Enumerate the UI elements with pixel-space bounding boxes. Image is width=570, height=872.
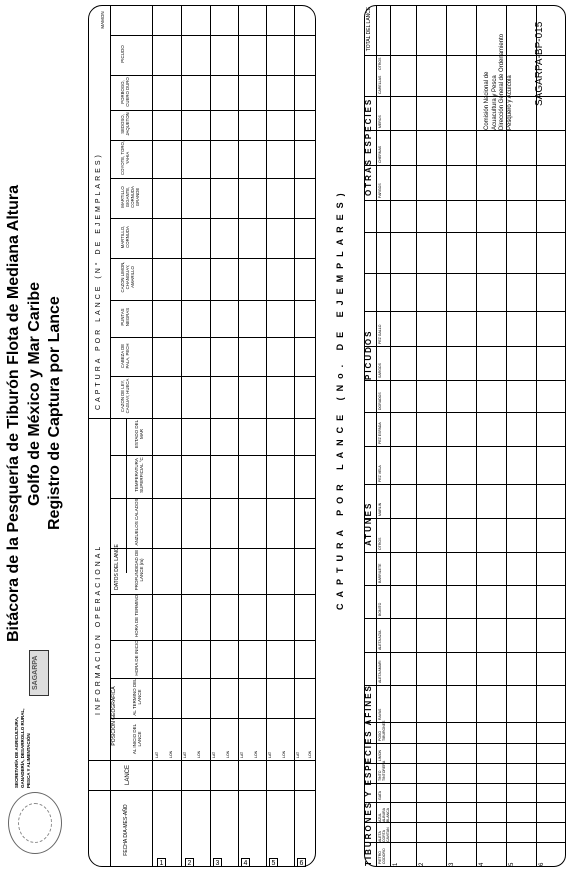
col-species: ALETA AMARI <box>378 660 382 683</box>
col-species: PEZ ESPADA <box>378 422 382 444</box>
col-species: PEZ GALLO <box>378 324 382 344</box>
lat-label: LAT <box>183 751 187 758</box>
col-species: MEROS <box>378 115 382 128</box>
lat-label: LAT <box>268 751 272 758</box>
col-total: TOTAL DEL LANCE <box>366 6 372 52</box>
col-species: CABEZA DE PALA, PECH <box>120 343 130 369</box>
col-al-termino: AL TERMINO DEL LANCE <box>132 678 142 716</box>
row-number: 5 <box>269 858 278 867</box>
col-species: POSO TIBURONES <box>378 720 386 741</box>
page-title: Bitácora de la Pesquería de Tiburón Flota de Mediana Altura <box>5 185 22 642</box>
col-species: LIMON <box>378 749 382 761</box>
row-number: 2 <box>419 862 425 866</box>
col-species: ALETA CORTA CAVITAN <box>378 827 390 842</box>
lat-label: LAT <box>240 751 244 758</box>
col-species: GATA <box>378 790 382 800</box>
col-estado-mar: ESTADO DEL MAR <box>134 419 144 449</box>
secretaria-line: GANADERÍA, DESARROLLO RURAL, <box>20 708 25 788</box>
col-al-inicio: AL INICIO DEL LANCE <box>132 723 142 755</box>
row-number: 6 <box>297 858 306 867</box>
col-species: OTROS <box>378 57 382 70</box>
col-species: SARGOS <box>378 363 382 378</box>
col-species: CAZON LIMON, CHANGUAY, AMARILLO <box>120 261 135 293</box>
lat-label: LAT <box>212 751 216 758</box>
lon-label: LON <box>169 750 173 758</box>
sagarpa-logo-text: SAGARPA <box>32 655 39 690</box>
commission-line: Dirección General de Ordenamiento <box>499 33 505 130</box>
col-species: CAZON DE LEY, CAGUAY, HUECA <box>120 378 130 414</box>
col-species: COYOTE, TORO, YAHIA <box>120 141 130 175</box>
section-captura: CAPTURA POR LANCE (N° DE EJEMPLARES) <box>95 152 102 410</box>
secretaria-line: PESCA Y ALIMENTACIÓN <box>26 733 31 788</box>
lat-label: LAT <box>296 751 300 758</box>
commission-line: Acuacultura y Pesca <box>491 75 498 130</box>
col-hora-inicio: HORA DE INICIO <box>134 640 139 676</box>
col-species: CHERNAS <box>378 145 382 163</box>
commission-line: Comisión Nacional de <box>484 71 490 130</box>
row-number: 1 <box>393 862 399 866</box>
lon-label: LON <box>197 750 201 758</box>
section-informacion: INFORMACION OPERACIONAL <box>95 543 102 715</box>
bottom-title: CAPTURA POR LANCE (No. DE EJEMPLARES) <box>335 187 345 610</box>
col-species: MARTILLO, CORNUDA <box>120 225 130 249</box>
commission-line: Pesquero y Acuícola <box>506 75 513 130</box>
page-subtitle: Golfo de México y Mar Caribe <box>26 281 43 506</box>
lon-label: LON <box>254 750 258 758</box>
col-fecha: FECHA DIA-MES-AÑO <box>123 804 129 856</box>
group-atunes: ATUNES <box>364 501 373 546</box>
col-species: PARGOS <box>378 183 382 198</box>
col-species: PUNTAS NEGRAS <box>120 307 130 327</box>
col-species: MAMON <box>100 11 105 29</box>
group-tiburones: TIBURONES Y ESPECIES AFINES <box>364 684 373 866</box>
col-temperatura: TEMPERATURA SUPERFICIAL °C <box>134 457 144 493</box>
form-code: SAGARPA-BP-015 <box>534 21 545 106</box>
col-hora-termino: HORA DE TERMINO <box>134 594 139 638</box>
col-species: PORBOGO, CUERO DURO <box>120 77 130 107</box>
row-number: 6 <box>539 862 545 866</box>
col-species: OTROS <box>378 537 382 550</box>
col-species: DORADOS <box>378 392 382 410</box>
col-species: PICUDO <box>120 45 125 63</box>
form-title: Registro de Captura por Lance <box>46 296 63 530</box>
group-otras: OTRAS ESPECIES <box>364 97 373 196</box>
secretaria-line: SECRETARÍA DE AGRICULTURA, <box>14 716 19 788</box>
col-species: BONITO <box>378 602 382 616</box>
col-profundidad: PROFUNDIDAD DE LANCE (m) <box>134 549 144 591</box>
col-species: ALETA AZUL <box>378 629 382 650</box>
col-lance: LANCE <box>125 765 131 786</box>
col-species: MARLIN <box>378 502 382 516</box>
lon-label: LON <box>226 750 230 758</box>
row-number: 2 <box>185 858 194 867</box>
col-datos-lance: DATOS DEL LANCE <box>114 544 120 590</box>
group-picudos: PICUDOS <box>364 329 373 380</box>
row-number: 3 <box>213 858 222 867</box>
row-number: 4 <box>241 858 250 867</box>
lon-label: LON <box>282 750 286 758</box>
row-number: 1 <box>157 858 166 867</box>
lon-label: LON <box>308 750 312 758</box>
col-species: PEZ VELA <box>378 465 382 482</box>
col-species: AZUL ALBURA BLANCA <box>378 807 390 822</box>
mexico-seal-inner-icon <box>18 803 52 843</box>
col-species: CARELLAS <box>378 75 382 94</box>
col-species: BARRILETE <box>378 563 382 583</box>
col-species: SEDOSO, JAQUETON <box>120 112 130 136</box>
row-number: 5 <box>509 862 515 866</box>
row-number: 3 <box>449 862 455 866</box>
col-posicion: POSICION GEOGRAFICA <box>111 686 117 746</box>
col-species: MARTILLO GIGANTE, CORNUDA GRANDE <box>120 186 140 208</box>
lat-label: LAT <box>155 751 159 758</box>
col-anzuelos: ANZUELOS CALADOS <box>134 498 139 546</box>
col-species: RAYAS <box>378 708 382 720</box>
secretaria-block <box>14 709 32 789</box>
row-number: 4 <box>479 862 485 866</box>
col-species: TINTO TINTORERA <box>378 760 386 781</box>
col-species: PIETRO CODORO <box>378 848 386 864</box>
